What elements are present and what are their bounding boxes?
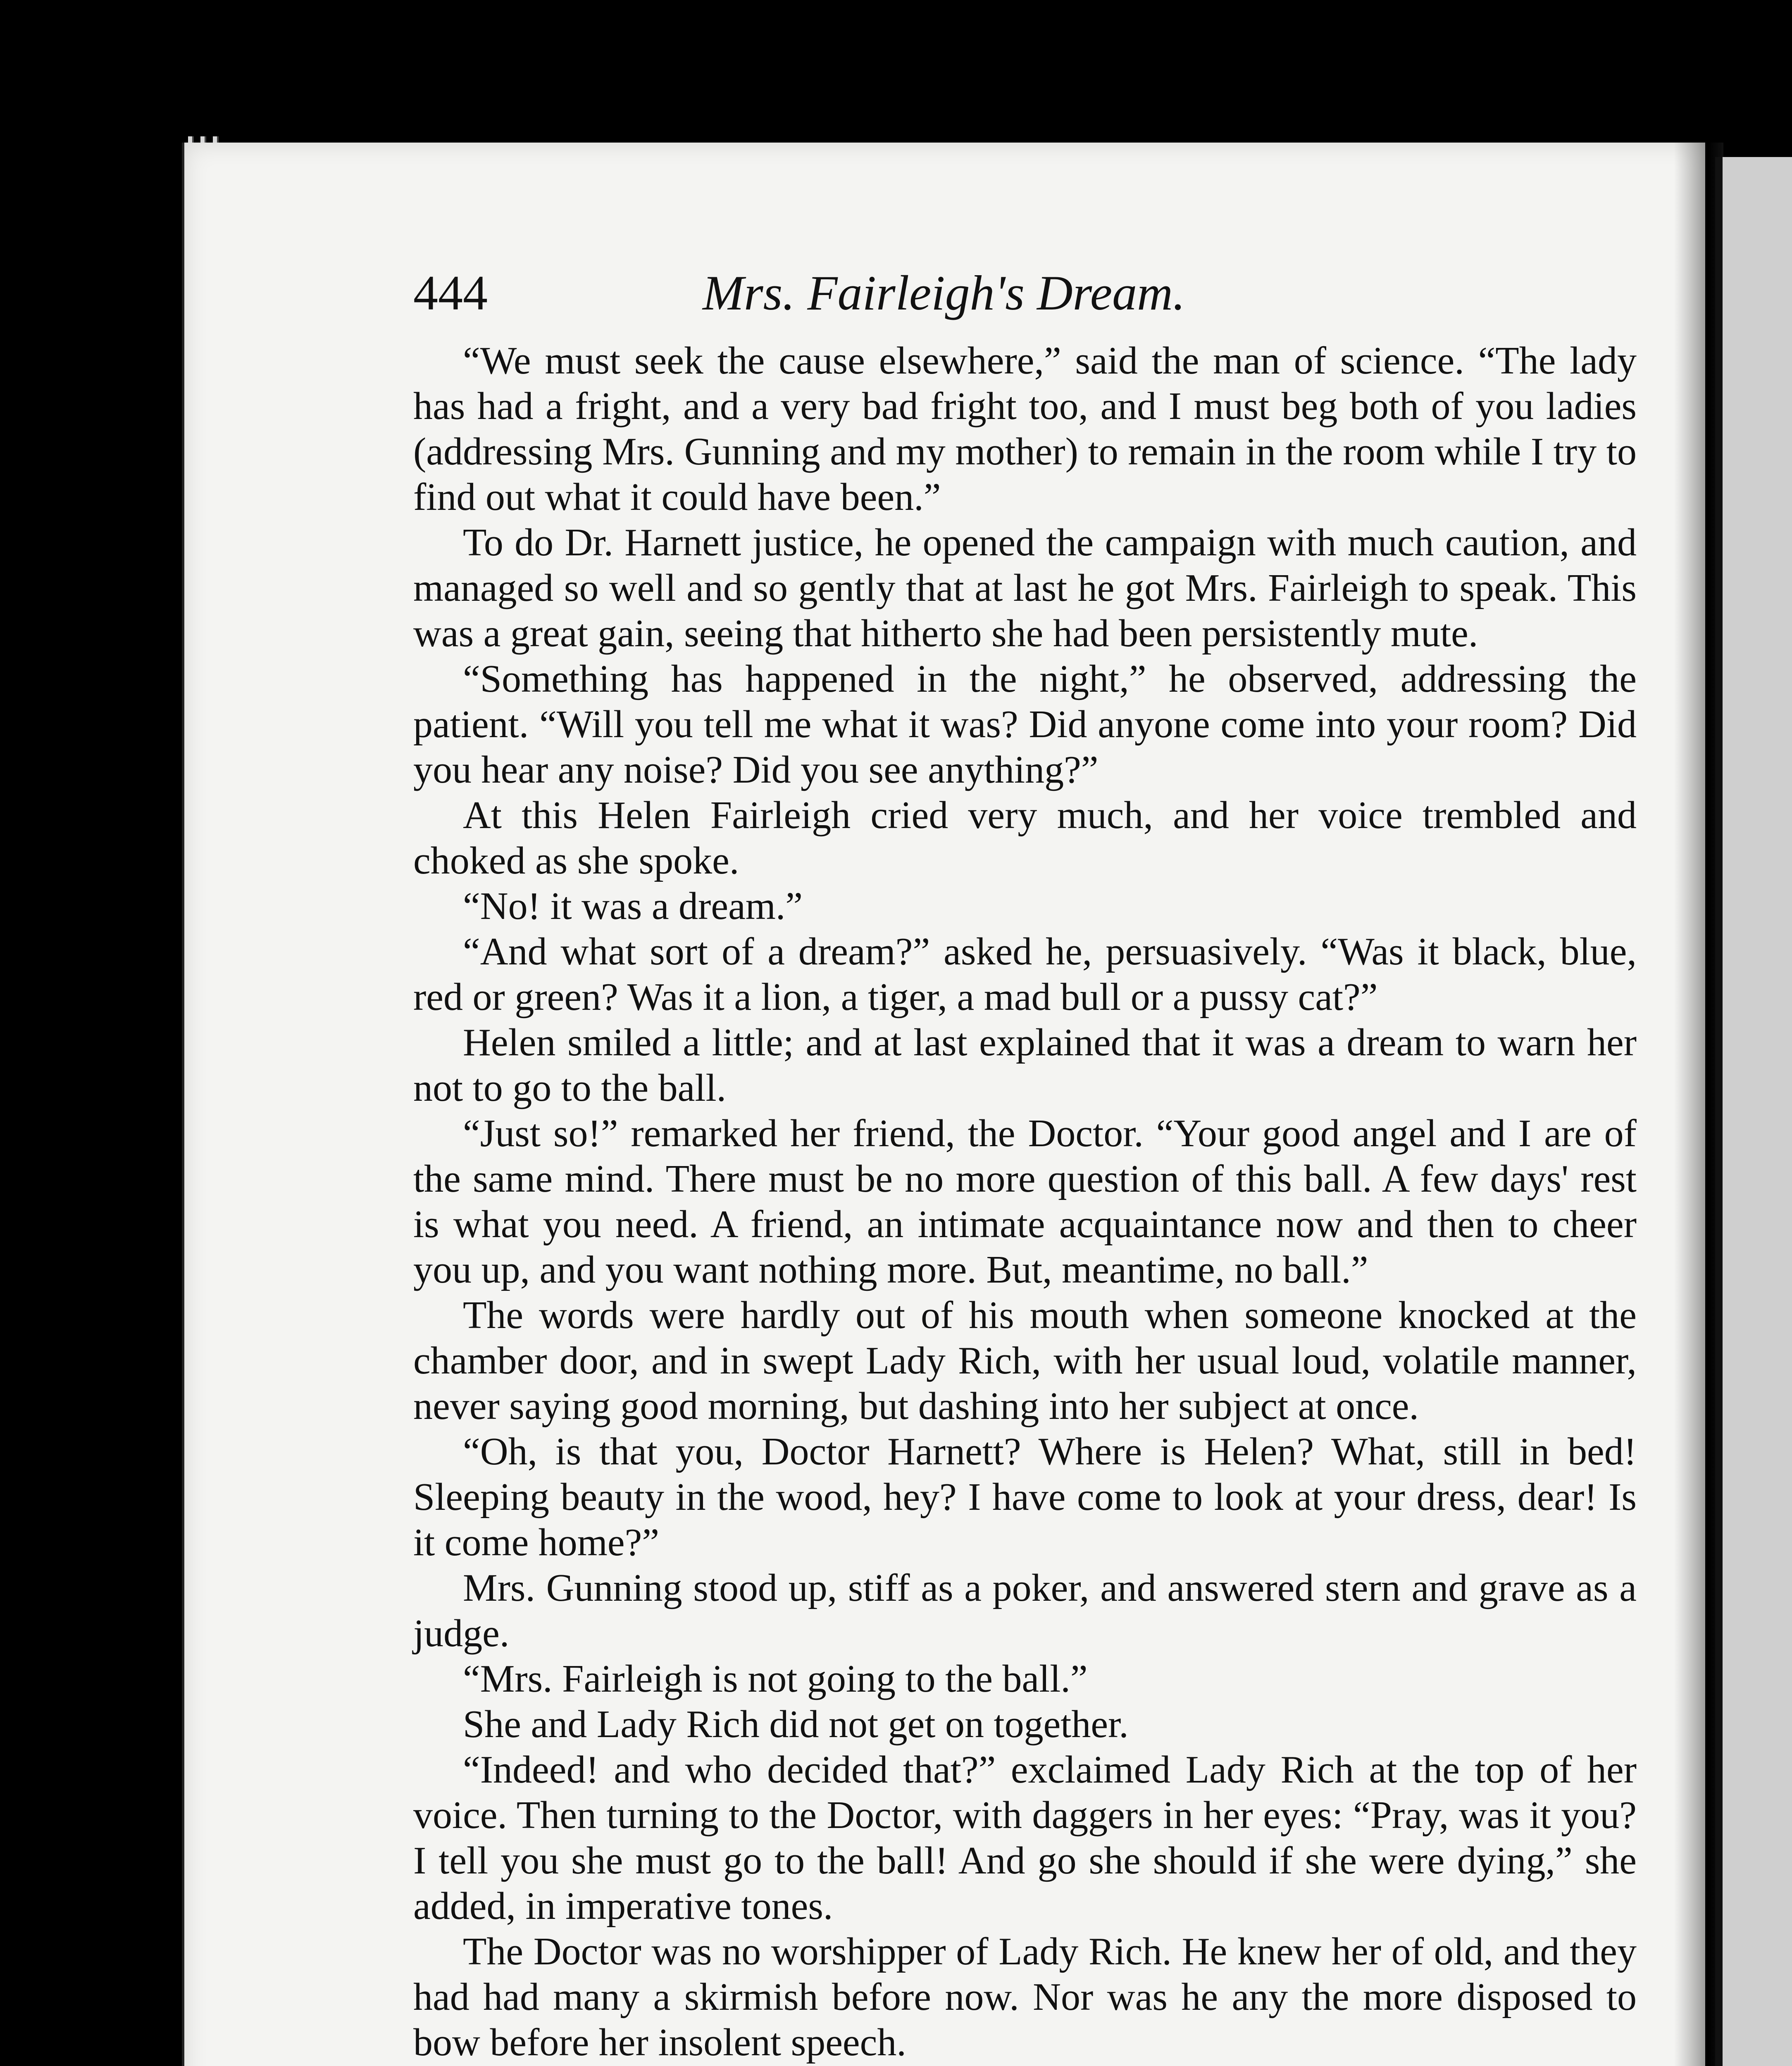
paragraph: “Just so!” remarked her friend, the Doctor. “Your good angel and I are of the same mind. There must be no more question of this ball. A few days' rest is what you need. A friend, an intimate acquaintance now and then to cheer you up, and you want nothing more. But, meantime, no ball.” [413, 1112, 1637, 1291]
paragraph: “And what sort of a dream?” asked he, persuasively. “Was it black, blue, red or green? Was it a lion, a tiger, a mad bull or a pussy cat?” [413, 930, 1637, 1019]
page-number: 444 [413, 265, 488, 320]
paragraph: The words were hardly out of his mouth when someone knocked at the chamber door, and in swept Lady Rich, with her usual loud, volatile manner, never saying good morning, but dashing into her subject at once. [413, 1294, 1637, 1428]
running-title: Mrs. Fairleigh's Dream. [703, 265, 1185, 320]
paragraph: Helen smiled a little; and at last explained that it was a dream to warn her not to go to the ball. [413, 1021, 1637, 1109]
paragraph: She and Lady Rich did not get on together. [463, 1703, 1129, 1746]
paragraph: The Doctor was no worshipper of Lady Rich. He knew her of old, and they had had many a skirmish before now. Nor was he any the more disposed to bow before her insolent speech. [413, 1930, 1637, 2064]
paragraph: “Indeed! and who decided that?” exclaimed Lady Rich at the top of her voice. Then turning to the Doctor, with daggers in her eyes: “Pray, was it you? I tell you she must go to the ball! And go she should if she were dying,” she added, in imperative tones. [413, 1748, 1637, 1928]
paragraph: Mrs. Gunning stood up, stiff as a poker, and answered stern and grave as a judge. [413, 1566, 1637, 1655]
paragraph: “We must seek the cause elsewhere,” said the man of science. “The lady has had a fright, and a very bad fright too, and I must beg both of you ladies (addressing Mrs. Gunning and my mother) to remain in the room while I try to find out what it could have been.” [413, 339, 1637, 519]
paragraph: At this Helen Fairleigh cried very much, and her voice trembled and choked as she spoke. [413, 794, 1637, 882]
running-head [413, 264, 1637, 321]
paragraph: To do Dr. Harnett justice, he opened the campaign with much caution, and managed so well and so gently that at last he got Mrs. Fairleigh to speak. This was a great gain, seeing that hitherto she had been persistently mute. [413, 521, 1637, 655]
paragraph: “Mrs. Fairleigh is not going to the ball.” [463, 1657, 1088, 1700]
paragraph: “No! it was a dream.” [463, 885, 803, 928]
paragraph: “Something has happened in the night,” he observed, addressing the patient. “Will you tell me what it was? Did anyone come into your room? Did you hear any noise? Did you see anything?” [413, 657, 1637, 791]
page-content [413, 264, 1637, 2066]
adjacent-page [1715, 157, 1792, 2066]
paragraph: “Oh, is that you, Doctor Harnett? Where is Helen? What, still in bed! Sleeping beauty in the wood, hey? I have come to look at your dress, dear! Is it come home?” [413, 1430, 1637, 1564]
